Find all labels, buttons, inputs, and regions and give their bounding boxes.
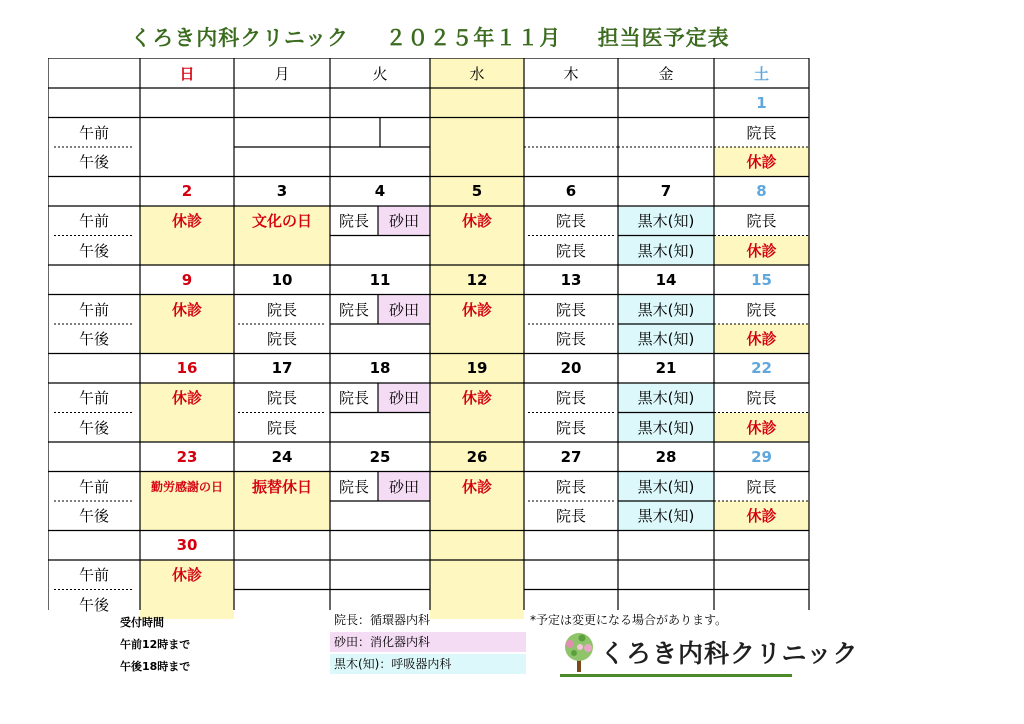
date-number: 25: [369, 447, 391, 466]
date-number: 12: [466, 270, 488, 289]
table-grid-lines: [48, 58, 810, 610]
reception-hours-title: 受付時間: [120, 616, 164, 629]
pm-slot: 休診: [714, 324, 809, 354]
am-slot: 黒木(知): [618, 295, 714, 325]
date-number: 29: [751, 447, 772, 466]
date-number: 22: [751, 359, 772, 378]
pm-slot: 院長: [266, 418, 297, 437]
am-slot: 院長: [555, 477, 586, 496]
am-slot: 黒木(知): [618, 472, 714, 502]
row-label-pm: 午後: [78, 330, 109, 349]
pm-slot: 院長: [555, 241, 586, 260]
clinic-name: くろき内科クリニック: [130, 26, 350, 50]
am-slot: 院長: [266, 300, 297, 319]
date-number: 30: [176, 536, 198, 555]
pm-slot: 休診: [714, 236, 809, 266]
pm-slot: 休診: [714, 147, 809, 177]
date-number: 15: [751, 270, 772, 289]
date-number: 23: [176, 447, 198, 466]
date-number: 19: [466, 359, 488, 378]
row-label-am: 午前: [78, 212, 109, 231]
pm-slot: 黒木(知): [618, 236, 714, 266]
weekday-header-5: 金: [658, 64, 674, 83]
am-slot: 院長: [746, 123, 777, 142]
doctor-sunada: 砂田: [378, 206, 430, 236]
doctor-director: 院長: [338, 300, 369, 319]
reception-hours: [120, 612, 190, 678]
closed-label: 休診: [171, 300, 202, 319]
am-slot: 院長: [746, 300, 777, 319]
date-number: 13: [560, 270, 582, 289]
logo-underline: [560, 674, 792, 677]
closed-label: 勤労感謝の日: [150, 479, 223, 494]
am-slot: 院長: [746, 389, 777, 408]
legend-kuroki: 黒木(知)：呼吸器内科: [330, 654, 526, 674]
am-slot: 黒木(知): [618, 383, 714, 413]
am-slot: 休診: [461, 477, 492, 496]
schedule-month: ２０２５年１１月: [385, 26, 562, 50]
schedule-change-note: *予定は変更になる場合があります。: [530, 613, 728, 627]
row-label-pm: 午後: [78, 153, 109, 172]
date-number: 11: [369, 270, 391, 289]
closed-label: 文化の日: [251, 212, 312, 231]
doctor-sunada: 砂田: [378, 383, 430, 413]
date-number: 21: [655, 359, 677, 378]
date-number: 10: [271, 270, 293, 289]
row-label-am: 午前: [78, 300, 109, 319]
schedule-subject: 担当医予定表: [597, 26, 730, 50]
pm-slot: 黒木(知): [618, 501, 714, 531]
row-label-am: 午前: [78, 477, 109, 496]
closed-label: 休診: [171, 389, 202, 408]
closed-label: 休診: [171, 566, 202, 585]
pm-slot: 黒木(知): [618, 413, 714, 443]
row-label-pm: 午後: [78, 595, 109, 614]
doctor-director: 院長: [338, 389, 369, 408]
closed-label: 休診: [171, 212, 202, 231]
date-number: 24: [271, 447, 293, 466]
date-number: 7: [660, 182, 672, 201]
row-label-pm: 午後: [78, 241, 109, 260]
row-label-pm: 午後: [78, 507, 109, 526]
pm-slot: 休診: [714, 501, 809, 531]
date-number: 1: [756, 93, 767, 112]
row-label-am: 午前: [78, 123, 109, 142]
date-number: 4: [374, 182, 386, 201]
weekday-header-0: 日: [179, 64, 195, 83]
date-number: 27: [560, 447, 582, 466]
am-slot: 院長: [555, 300, 586, 319]
logo-text: くろき内科クリニック: [600, 639, 859, 668]
doctor-director: 院長: [338, 212, 369, 231]
weekday-header-4: 木: [563, 64, 579, 83]
am-slot: 休診: [461, 300, 492, 319]
legend-sunada: 砂田：消化器内科: [330, 632, 526, 652]
pm-slot: 休診: [714, 413, 809, 443]
am-slot: 院長: [266, 389, 297, 408]
date-number: 9: [181, 270, 193, 289]
date-number: 28: [655, 447, 677, 466]
doctor-sunada: 砂田: [378, 295, 430, 325]
row-label-pm: 午後: [78, 418, 109, 437]
date-number: 8: [756, 182, 767, 201]
pm-slot: 黒木(知): [618, 324, 714, 354]
date-number: 14: [655, 270, 677, 289]
legend-director: 院長：循環器内科: [334, 613, 431, 627]
am-slot: 院長: [555, 389, 586, 408]
am-slot: 休診: [461, 212, 492, 231]
weekday-header-3: 水: [469, 64, 485, 83]
date-number: 16: [176, 359, 198, 378]
tree-icon: [565, 633, 593, 672]
pm-slot: 院長: [555, 330, 586, 349]
closed-label: 振替休日: [251, 477, 312, 496]
date-number: 5: [471, 182, 483, 201]
date-number: 2: [181, 182, 193, 201]
pm-slot: 院長: [555, 418, 586, 437]
am-slot: 院長: [555, 212, 586, 231]
reception-hours-am: 午前12時まで: [120, 638, 191, 651]
date-number: 17: [271, 359, 293, 378]
reception-hours-pm: 午後18時まで: [120, 660, 191, 673]
row-label-am: 午前: [78, 389, 109, 408]
am-slot: 院長: [746, 477, 777, 496]
date-number: 3: [276, 182, 288, 201]
weekday-header-1: 月: [274, 64, 290, 83]
page-title: [0, 22, 860, 52]
am-slot: 院長: [746, 212, 777, 231]
date-number: 6: [565, 182, 577, 201]
pm-slot: 院長: [266, 330, 297, 349]
weekday-header-6: 土: [753, 64, 769, 83]
date-number: 26: [466, 447, 488, 466]
date-number: 20: [560, 359, 582, 378]
am-slot: 休診: [461, 389, 492, 408]
doctor-sunada: 砂田: [378, 472, 430, 502]
am-slot: 黒木(知): [618, 206, 714, 236]
doctor-director: 院長: [338, 477, 369, 496]
weekday-header-2: 火: [372, 64, 388, 83]
date-number: 18: [369, 359, 391, 378]
pm-slot: 院長: [555, 507, 586, 526]
row-label-am: 午前: [78, 566, 109, 585]
